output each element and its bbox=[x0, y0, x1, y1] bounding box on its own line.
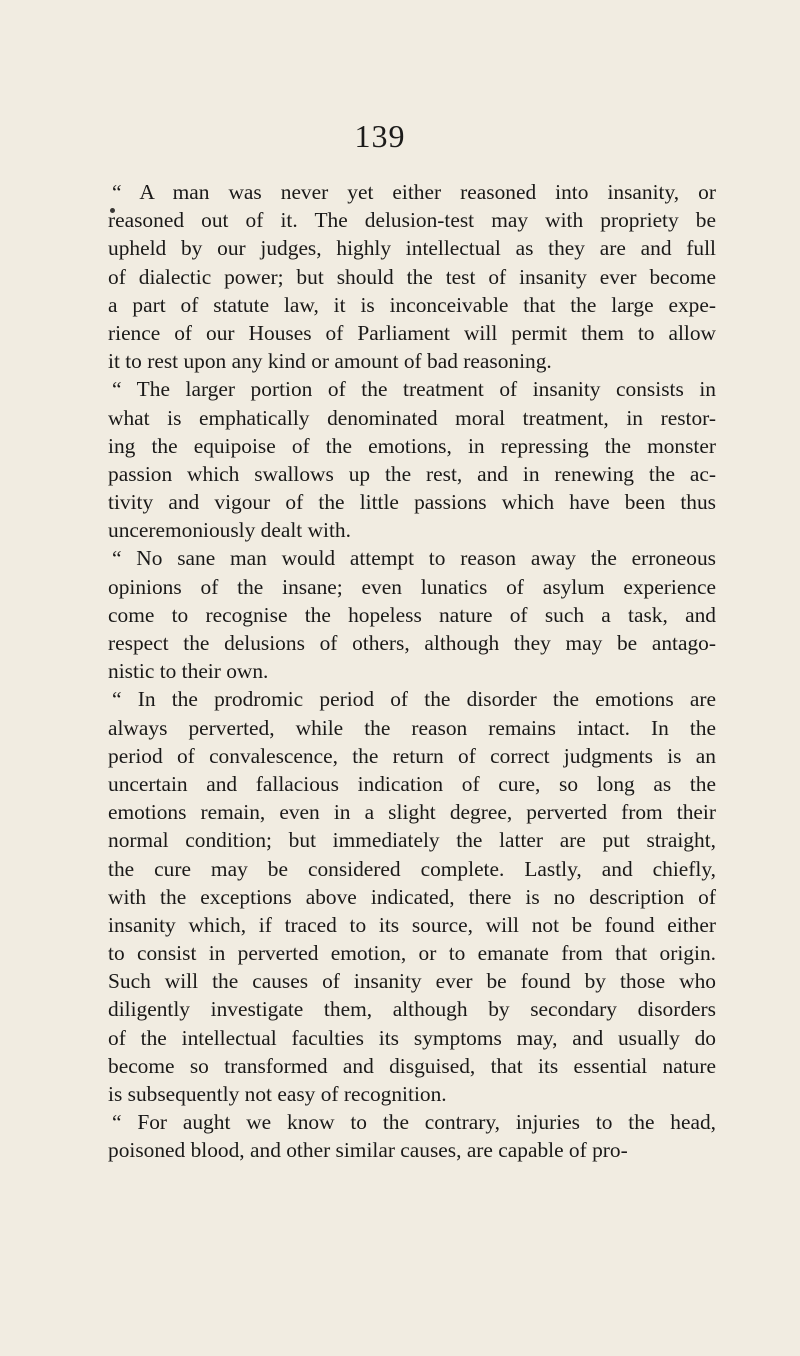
text-line: become so transformed and disguised, that its essential nature bbox=[108, 1053, 716, 1078]
text-line: rience of our Houses of Parliament will permit them to allow bbox=[108, 320, 716, 345]
text-line: it to rest upon any kind or amount of bad reasoning. bbox=[108, 349, 552, 374]
text-line: emotions remain, even in a slight degree, perverted from their bbox=[108, 800, 716, 825]
text-line: come to recognise the hopeless nature of such a task, and bbox=[108, 602, 716, 627]
text-line: uncertain and fallacious indication of cure, so long as the bbox=[108, 771, 716, 796]
text-line: respect the delusions of others, although they may be antago- bbox=[108, 631, 716, 655]
text-line: upheld by our judges, highly intellectual as they are and full bbox=[108, 236, 716, 261]
text-line: of the intellectual faculties its symptoms may, and usually do bbox=[108, 1025, 716, 1050]
text-line: the cure may be considered complete. Lastly, and chiefly, bbox=[108, 856, 716, 881]
text-line: ing the equipoise of the emotions, in repressing the monster bbox=[108, 433, 716, 458]
text-line: reasoned out of it. The delusion-test may with propriety be bbox=[108, 208, 716, 233]
text-line: period of convalescence, the return of correct judgments is an bbox=[108, 743, 716, 768]
text-line: what is emphatically denominated moral treatment, in restor- bbox=[108, 405, 716, 430]
text-line: opinions of the insane; even lunatics of asylum experience bbox=[108, 574, 716, 599]
text-line: of dialectic power; but should the test of insanity ever become bbox=[108, 264, 716, 289]
text-line: tivity and vigour of the little passions which have been thus bbox=[108, 490, 716, 515]
text-line: with the exceptions above indicated, there is no description of bbox=[108, 884, 716, 909]
text-line: passion which swallows up the rest, and in renewing the ac- bbox=[108, 461, 716, 486]
text-line: a part of statute law, it is inconceivable that the large expe- bbox=[108, 292, 716, 317]
text-line: “ No sane man would attempt to reason away the erroneous bbox=[112, 546, 716, 571]
page-number: 139 bbox=[354, 118, 406, 154]
body-text bbox=[108, 178, 716, 1165]
text-line: always perverted, while the reason remains intact. In the bbox=[108, 715, 716, 740]
text-line: nistic to their own. bbox=[108, 659, 269, 684]
text-line: “ For aught we know to the contrary, injuries to the head, bbox=[112, 1110, 716, 1135]
text-line: “ A man was never yet either reasoned into insanity, or bbox=[112, 180, 716, 204]
text-line: normal condition; but immediately the latter are put straight, bbox=[108, 828, 716, 853]
text-line: diligently investigate them, although by secondary disorders bbox=[108, 997, 716, 1022]
text-line: “ In the prodromic period of the disorder the emotions are bbox=[112, 687, 716, 712]
text-line: is subsequently not easy of recognition. bbox=[108, 1082, 447, 1106]
text-line: to consist in perverted emotion, or to emanate from that origin. bbox=[108, 941, 716, 966]
text-line: Such will the causes of insanity ever be found by those who bbox=[108, 969, 716, 994]
text-line: poisoned blood, and other similar causes, are capable of pro- bbox=[108, 1138, 628, 1163]
text-line: unceremoniously dealt with. bbox=[108, 518, 351, 543]
text-line: insanity which, if traced to its source, will not be found either bbox=[108, 912, 716, 937]
text-line: “ The larger portion of the treatment of insanity consists in bbox=[112, 377, 716, 402]
